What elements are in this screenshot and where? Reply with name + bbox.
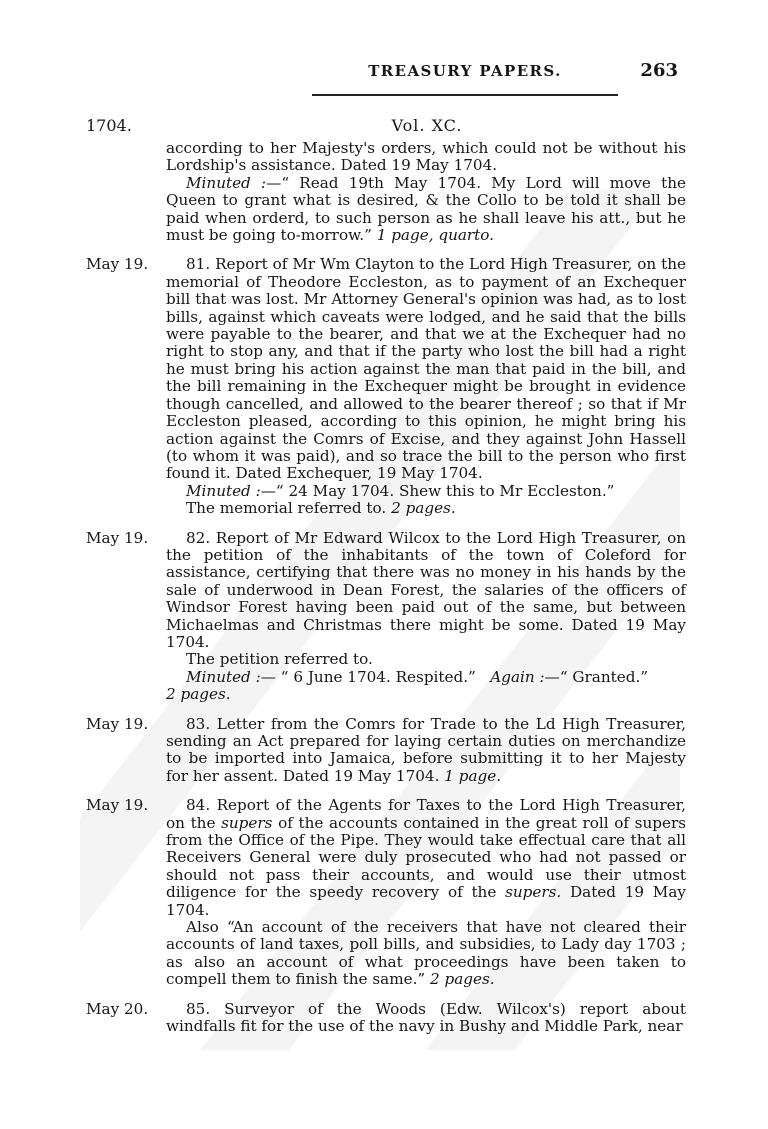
entry-body	[166, 797, 686, 988]
entry-pages-line	[166, 686, 686, 703]
entry-body	[166, 1001, 686, 1036]
volume-row	[86, 116, 688, 140]
entry-85	[86, 1001, 686, 1036]
page-header	[312, 58, 678, 98]
entry-italic-a: supers	[221, 813, 273, 832]
volume-title: Vol. XC.	[391, 116, 463, 135]
page-number: 263	[640, 60, 678, 81]
entry-81	[86, 256, 686, 517]
running-head: TREASURY PAPERS.	[368, 62, 562, 80]
entry-text-b: of the accounts contained in the great roll of supers from the Office of the Pipe. They would take effectual care that all Receivers General were duly prosecuted who had not passed or should not pass their accounts, and would use their utmost diligence for the speedy recovery of the	[166, 813, 687, 902]
entry-minute	[166, 483, 686, 500]
entry-text-wrap	[166, 716, 686, 786]
entry-body	[166, 530, 686, 704]
page-count: 2 pages.	[430, 970, 495, 989]
entry-date: May 19.	[86, 255, 149, 274]
entry-82	[86, 530, 686, 704]
entry-note: The petition referred to.	[186, 650, 373, 669]
minuted-label: Minuted :	[186, 667, 261, 686]
entry-italic-b: supers.	[505, 883, 562, 902]
entry-83	[86, 716, 686, 786]
entry-text-c: Dated 19 May 1704.	[166, 883, 686, 919]
entry-body	[166, 716, 686, 786]
page-count: 2 pages.	[166, 685, 231, 704]
entry-date: May 19.	[86, 714, 149, 733]
page-count: 1 page, quarto.	[376, 226, 494, 245]
also-text: Also “An account of the receivers that have not cleared their accounts of land taxes, poll bills, and subsidies, to Lady day 1703 ; as also an account of what proceedings have been taken to compell them to finish the same.”	[166, 918, 686, 989]
entry-minute	[166, 669, 686, 686]
minuted-text: —“ 24 May 1704. Shew this to Mr Eccleston.”	[260, 481, 615, 500]
header-rule	[312, 94, 618, 96]
entry-date: May 20.	[86, 999, 149, 1018]
entry-text: 81. Report of Mr Wm Clayton to the Lord High Treasurer, on the memorial of Theodore Eccleston, as to payment of an Exchequer bill that was lost. Mr Attorney General's opinion was had, as to lost bills, against which caveats were lodged, and he said that the bills were payable to the bearer, and that we at the Exchequer had no right to stop any, and that if the party who lost the bill had a right he must bring his action against the man that paid in the bill, and the bill remaining in the Exchequer might be brought in evidence though cancelled, and allowed to the bearer thereof ; so that if Mr Eccleston pleased, according to this opinion, he might bring his action against the Comrs of Excise, and they against John Hassell (to whom it was paid), and so trace the bill to the person who first found it. Dated Exchequer, 19 May 1704.	[166, 255, 686, 483]
entry-also	[166, 919, 686, 989]
continued-text: according to her Majesty's orders, which could not be without his Lordship's assistance. Dated 19 May 1704.	[166, 139, 686, 175]
entry-date: May 19.	[86, 796, 149, 815]
continued-minute	[166, 175, 686, 245]
entry-text: 82. Report of Mr Edward Wilcox to the Lord High Treasurer, on the petition of the inhabitants of the town of Coleford for assistance, certifying that there was no money in his hands by the sale of underwood in Dean Forest, the salaries of the officers of Windsor Forest having been paid out of the same, but between Michaelmas and Christmas there might be some. Dated 19 May 1704.	[166, 528, 686, 651]
again-label: Again :	[490, 667, 545, 686]
volume-year: 1704.	[86, 116, 132, 135]
page-content	[86, 140, 686, 1048]
entry-date: May 19.	[86, 528, 149, 547]
page-count: 2 pages.	[391, 499, 456, 518]
continued-entry	[166, 140, 686, 244]
entry-text-a: 84. Report of the Agents for Taxes to the Lord High Treasurer, on the	[166, 796, 686, 832]
again-text: —“ Granted.”	[544, 667, 649, 686]
entry-note	[166, 500, 686, 517]
entry-text-wrap	[166, 797, 686, 919]
entry-body	[166, 256, 686, 517]
entry-84	[86, 797, 686, 988]
minuted-text: —“ Read 19th May 1704. My Lord will move the Queen to grant what is desired, & the Collo to be told it shall be paid when orderd, to such person as he shall leave his att., but he must be going to-morrow.”	[166, 173, 687, 245]
note-text: The memorial referred to.	[186, 499, 387, 518]
minuted-label: Minuted :	[186, 481, 261, 500]
entry-text: 83. Letter from the Comrs for Trade to the Ld High Treasurer, sending an Act prepared for laying certain duties on merchandize to be imported into Jamaica, before submitting it to her Majesty for her assent. Dated 19 May 1704.	[166, 714, 686, 785]
minuted-text: — “ 6 June 1704. Respited.”	[260, 667, 476, 686]
page-count: 1 page.	[444, 766, 502, 785]
minuted-label: Minuted :	[186, 173, 267, 192]
entry-text: 85. Surveyor of the Woods (Edw. Wilcox's) report about windfalls fit for the use of the navy in Bushy and Middle Park, near	[166, 999, 686, 1036]
